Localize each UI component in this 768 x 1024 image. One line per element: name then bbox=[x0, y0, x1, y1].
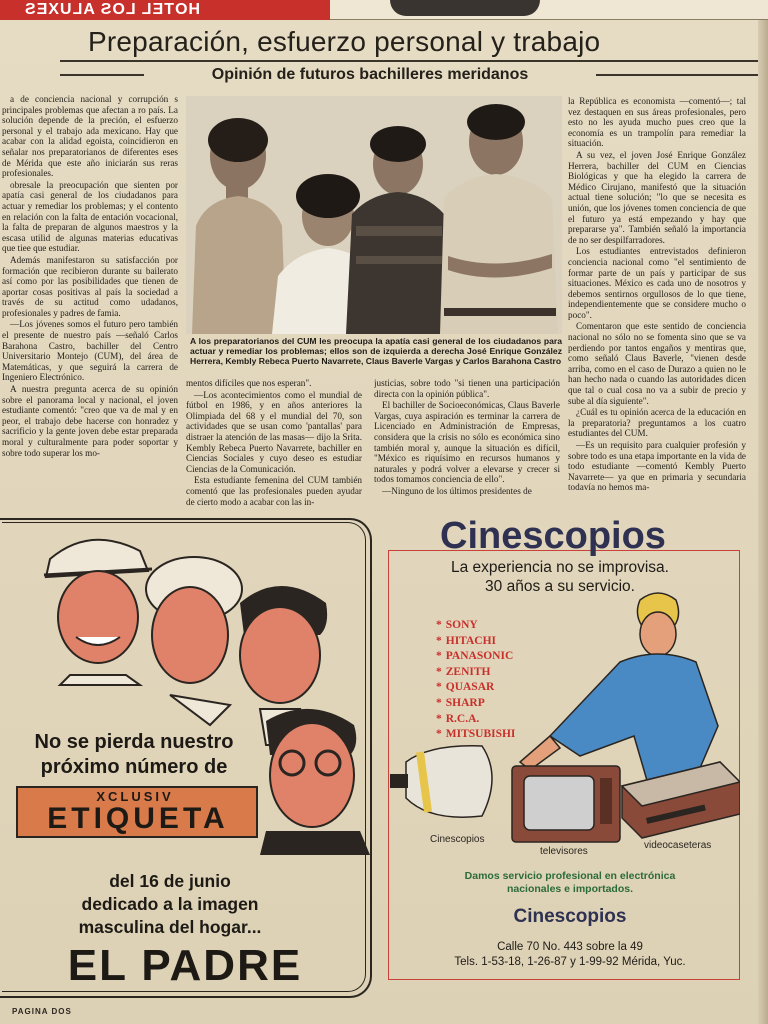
etiqueta-ad-details bbox=[20, 870, 320, 942]
article-headline: Preparación, esfuerzo personal y trabajo bbox=[88, 26, 601, 57]
etiqueta-logo-top: XCLUSIV bbox=[96, 789, 174, 804]
brand-name: HITACHI bbox=[445, 634, 497, 647]
article-column-3 bbox=[374, 378, 560, 514]
brand-item bbox=[436, 696, 586, 712]
paragraph: obresale la preocupación que sienten por apatía casi general de los ciudadanos para actuar y remediar los problemas; y el contento en relación con la falta de entación vocacional, la falta de preparan de algunos maestros y la escasa utilid de algunas materias educativas que tiee que estudiar. bbox=[2, 179, 178, 254]
paragraph: justicias, sobre todo "si tienen una participación directa con la opinión pública". bbox=[374, 378, 560, 399]
paragraph: Además manifestaron su satisfacción por formación que recibieron durante su bailerato así como por las posibilidades que tienen de aportar cosas positivas al país la sociedad a través de su actitud como udadanos, profesionales y padres de famia. bbox=[2, 254, 178, 318]
label-cinescopios: Cinescopios bbox=[430, 834, 485, 845]
star-icon: * bbox=[436, 619, 442, 631]
students-photo bbox=[186, 96, 562, 334]
brand-item bbox=[436, 634, 586, 650]
etiqueta-ad-padre: EL PADRE bbox=[67, 941, 303, 990]
etiqueta-ad-line-3: dedicado a la imagen bbox=[81, 894, 259, 914]
page-label: PAGINA DOS bbox=[12, 1007, 72, 1016]
etiqueta-logo-main: ETIQUETA bbox=[47, 802, 229, 835]
brand-name: ZENITH bbox=[445, 665, 491, 678]
cinescopios-address bbox=[430, 940, 710, 974]
paragraph: mentos difíciles que nos esperan". bbox=[186, 378, 312, 388]
star-icon: * bbox=[436, 650, 442, 663]
etiqueta-ad-intro bbox=[6, 730, 262, 782]
star-icon: * bbox=[436, 712, 442, 725]
cinescopios-slogan-1: La experiencia no se improvisa. bbox=[451, 559, 669, 576]
paragraph: —Los acontecimientos como el mundial de fútbol en 1986, y en años anteriores la Olimpiada del 68 y el mundial del 70, son actividades que se usan como 'pantallas' para distraer la atención de las masas— dijo la Srita. Kembly Rebeca Puerto Navarrete, bachiller en Ciencias Sociales y cuyo deseo es estudiar Ciencias de la Comunicación. bbox=[186, 389, 362, 474]
cinescopios-street: Calle 70 No. 443 sobre la 49 bbox=[497, 941, 643, 953]
top-banner-text: HOTEL LOS ALUXES bbox=[0, 0, 330, 20]
cinescopios-title: Cinescopios bbox=[440, 515, 666, 557]
brand-name: QUASAR bbox=[445, 681, 495, 694]
cinescopios-name: Cinescopios bbox=[513, 906, 627, 927]
star-icon: * bbox=[436, 696, 442, 709]
cinescopios-slogan-2: 30 años a su servicio. bbox=[485, 578, 635, 595]
paragraph: Esta estudiante femenina del CUM también comentó que las profesionales pueden ayudar de cierto modo a acabar con las in- bbox=[186, 475, 362, 507]
students-photo-illustration bbox=[186, 96, 562, 334]
paragraph: Comentaron que este sentido de conciencia nacional no sólo no se fomenta sino que se va perdiendo por tantos engaños y mentiras que, como señaló Claus Baverle, "vienen desde arriba, como en el caso de Durazo a quien no le han hecho nada o cuando las autoridades dicen que tal o cual cosa no va a subir de precio y sube al día siguiente". bbox=[568, 321, 746, 406]
article-subhead: Opinión de futuros bachilleres meridanos bbox=[211, 66, 529, 83]
brand-item bbox=[436, 680, 586, 696]
star-icon: * bbox=[436, 665, 442, 678]
paragraph: A su vez, el joven José Enrique González Herrera, bachiller del CUM en Ciencias Biológicas y que ha elegido la carrera de Médico Cirujano, manifestó que la situación actual tiene solución; "lo que se necesita es unión, que los jóvenes tomen conciencia de que el futuro ya está empezando y hay que prepararse ya". También señaló la importancia de no ser despilfarradores. bbox=[568, 149, 746, 245]
page-edge-shadow bbox=[758, 20, 768, 1024]
etiqueta-ad-line-2: próximo número de bbox=[40, 756, 228, 778]
paragraph: El bachiller de Socioeconómicas, Claus Baverle Vargas, cuya aspiración es terminar la carrera de Licenciado en Administración de Empresas, considera que la crisis no sólo es económica sino también moral y, aunque la situación es difícil, "México es riquísimo en recursos humanos y naturales y podrá volver a elevarse y crecer si todos tomamos conciencia de ello". bbox=[374, 400, 560, 485]
article-column-1 bbox=[2, 94, 178, 512]
paragraph: a de conciencia nacional y corrupción s principales problemas que afectan a ro país. La solución depende de la preción, el esfuerzo personal y el trabajo ada mexicano. Hay que acabar con la alidad egoista, coincidieron en señalar nos preparatorianos de diferentes eses de Mérida que este año iniciarán sus reras profesionales. bbox=[2, 94, 178, 179]
paragraph: A nuestra pregunta acerca de su opinión sobre el panorama local y nacional, el joven estudiante comentó: "creo que va de mal y en peor, el trabajo debe hacerse con honradez y sacrificio y la gente joven debe estar preparada moral y culturalmente para poder soportar y sobre todo superar los mo- bbox=[2, 384, 178, 458]
top-strip bbox=[0, 0, 768, 20]
top-dark-shape bbox=[390, 0, 540, 16]
article-column-2 bbox=[186, 378, 362, 514]
brand-item bbox=[436, 727, 586, 743]
subhead-rule-right bbox=[596, 74, 760, 76]
brand-name: MITSUBISHI bbox=[445, 728, 516, 741]
label-videocaseteras: videocaseteras bbox=[644, 840, 712, 851]
paragraph: —Los jóvenes somos el futuro pero también el presente de nuestro país —señaló Carlos Barahona Castro, bachiller del Centro Universitario Montejo (CUM), del área de Matemáticas, y que seguirá la carrera de Ingeniero Electrónico. bbox=[2, 319, 178, 383]
etiqueta-ad-date: del 16 de junio bbox=[109, 871, 231, 891]
brand-item bbox=[436, 712, 586, 728]
paragraph: —Es un requisito para cualquier profesión y sobre todo es una etapa importante en la vida de todo estudiante —comentó Kembly Puerto Navarrete— ya que en primaria y secundaria todavía no hemos ma- bbox=[568, 440, 746, 493]
etiqueta-ad-line-1: No se pierda nuestro bbox=[34, 731, 234, 753]
brand-item bbox=[436, 649, 586, 665]
cinescopios-service bbox=[420, 870, 720, 896]
headline-rule bbox=[60, 60, 760, 62]
star-icon: * bbox=[436, 634, 442, 647]
brand-item bbox=[436, 665, 586, 681]
star-icon: * bbox=[436, 681, 442, 694]
label-televisores: televisores bbox=[540, 846, 588, 857]
paragraph: la República es economista —comentó—; tal vez destaquen en sus áreas profesionales, pero esto no les ayuda mucho pues creo que la economía es un trampolín para remediar la situación. bbox=[568, 96, 746, 149]
paragraph: Los estudiantes entrevistados definieron conciencia nacional como "el sentimiento de formar parte de un país y participar de sus situaciones. México es cada uno de nosotros y debemos sentirnos orgullosos de lo que tiene, independientemente que se considere mucho o poco". bbox=[568, 246, 746, 320]
brand-name: R.C.A. bbox=[445, 712, 480, 725]
article-column-4 bbox=[568, 96, 746, 514]
paragraph: ¿Cuál es tu opinión acerca de la educación en la preparatoria? preguntamos a los cuatro estudiantes del CUM. bbox=[568, 407, 746, 439]
brand-item bbox=[436, 618, 586, 634]
brand-name: PANASONIC bbox=[445, 650, 514, 663]
cinescopios-service-1: Damos servicio profesional en electrónica bbox=[464, 870, 676, 882]
etiqueta-ad-line-4: masculina del hogar... bbox=[78, 917, 262, 937]
photo-caption: A los preparatorianos del CUM les preocupa la apatía casi general de los ciudadanos para actuar y remediar los problemas; ellos son de izquierda a derecha José Enrique González Herrera, Kembly Rebeca Puerto Navarrete, Claus Baverle Vargas y Carlos Barahona Castro bbox=[190, 336, 562, 366]
brand-name: SHARP bbox=[445, 696, 485, 709]
star-icon: * bbox=[436, 728, 442, 741]
cinescopios-service-2: nacionales e importados. bbox=[506, 882, 634, 895]
paragraph: —Ninguno de los últimos presidentes de bbox=[382, 485, 532, 496]
subhead-rule-left bbox=[60, 74, 144, 76]
brand-list bbox=[436, 618, 586, 748]
brand-name: SONY bbox=[445, 619, 478, 631]
cinescopios-phones: Tels. 1-53-18, 1-26-87 y 1-99-92 Mérida, Yuc. bbox=[454, 956, 686, 968]
